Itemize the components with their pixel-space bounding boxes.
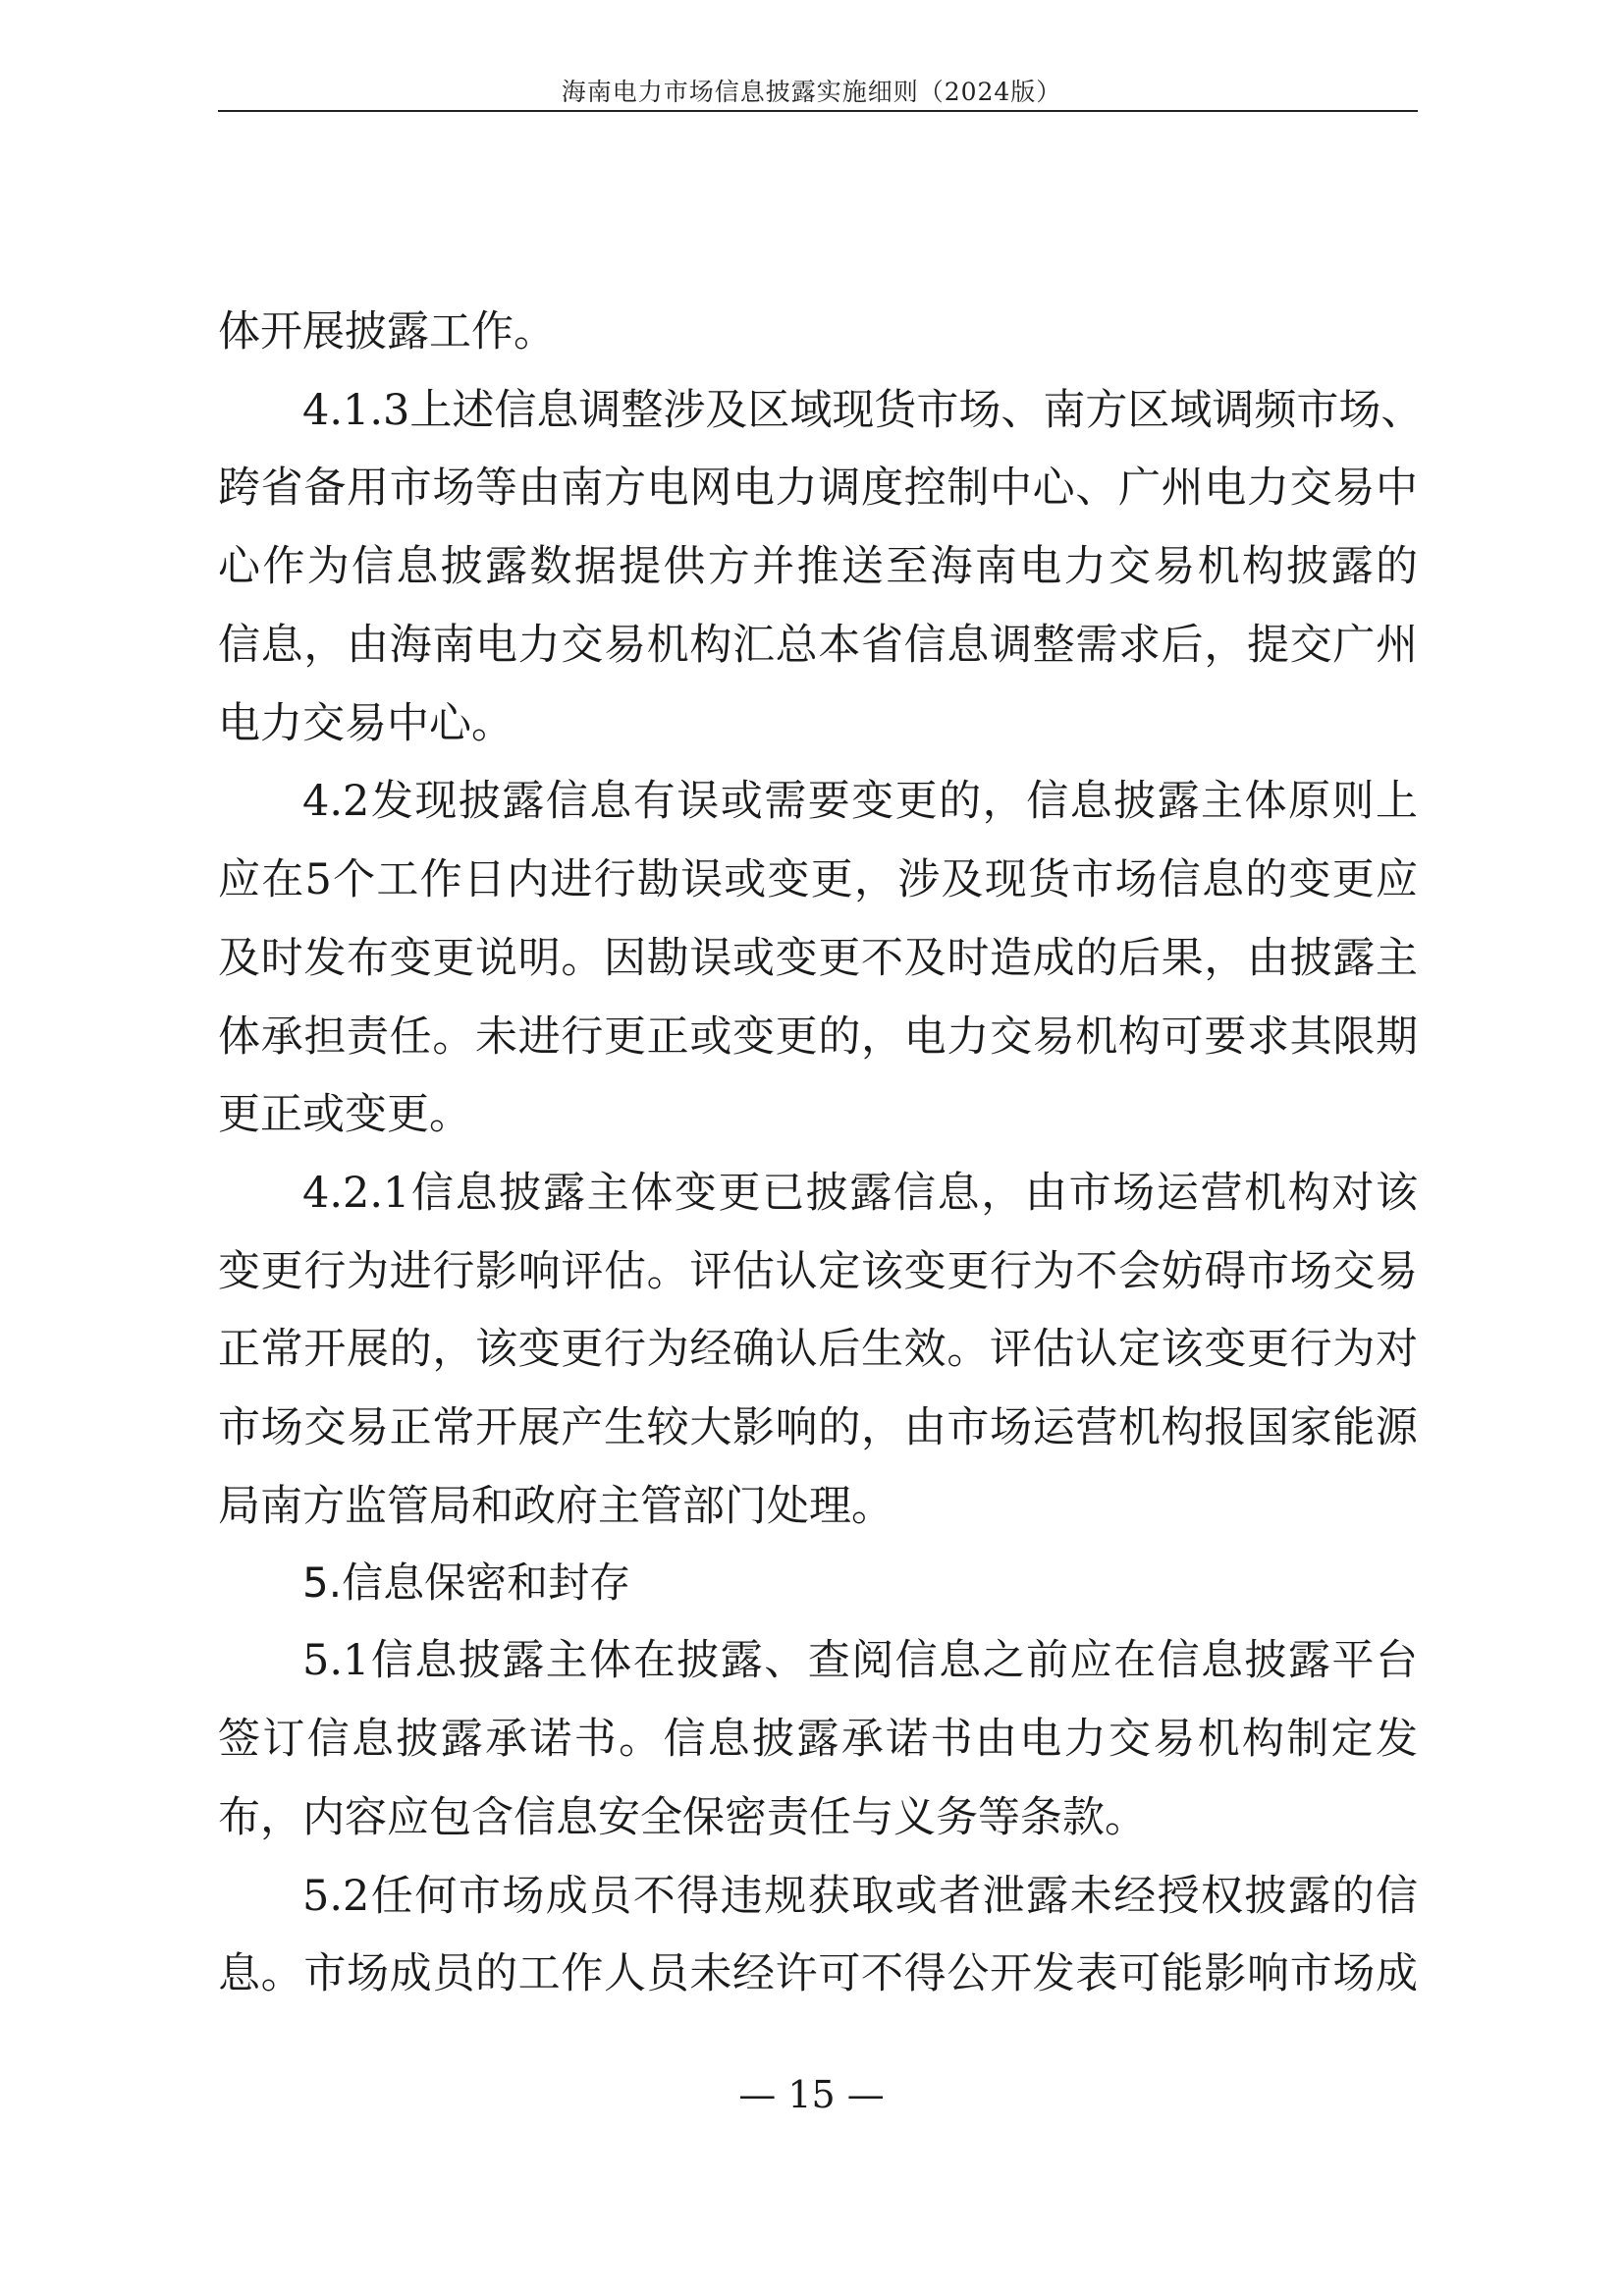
paragraph-line: 签订信息披露承诺书。信息披露承诺书由电力交易机构制定发 (218, 1715, 1418, 1764)
paragraph-line: 5.2任何市场成员不得违规获取或者泄露未经授权披露的信 (302, 1872, 1418, 1921)
header-rule (218, 110, 1418, 112)
paragraph-line: 心作为信息披露数据提供方并推送至海南电力交易机构披露的 (218, 542, 1418, 591)
paragraph-line: 4.2.1信息披露主体变更已披露信息，由市场运营机构对该 (302, 1169, 1418, 1218)
paragraph-line: 4.2发现披露信息有误或需要变更的，信息披露主体原则上 (302, 777, 1418, 826)
paragraph-line: 变更行为进行影响评估。评估认定该变更行为不会妨碍市场交易 (218, 1247, 1418, 1296)
paragraph-line: 信息，由海南电力交易机构汇总本省信息调整需求后，提交广州 (218, 621, 1418, 670)
paragraph-line: 应在5个工作日内进行勘误或变更，涉及现货市场信息的变更应 (218, 855, 1418, 904)
paragraph-line: 布，内容应包含信息安全保密责任与义务等条款。 (218, 1793, 1147, 1842)
paragraph-line: 跨省备用市场等由南方电网电力调度控制中心、广州电力交易中 (218, 464, 1418, 513)
running-header: 海南电力市场信息披露实施细则（2024版） (561, 78, 1062, 106)
paragraph-line: 5.1信息披露主体在披露、查阅信息之前应在信息披露平台 (302, 1636, 1418, 1685)
paragraph-line: 局南方监管局和政府主管部门处理。 (218, 1482, 893, 1531)
paragraph-line: 及时发布变更说明。因勘误或变更不及时造成的后果，由披露主 (218, 934, 1418, 983)
paragraph-line: 体开展披露工作。 (218, 307, 556, 356)
paragraph-line: 息。市场成员的工作人员未经许可不得公开发表可能影响市场成 (218, 1949, 1418, 1998)
paragraph-line: 更正或变更。 (218, 1090, 471, 1139)
page-number: — 15 — (738, 2073, 885, 2116)
section-heading: 5.信息保密和封存 (302, 1558, 631, 1607)
paragraph-line: 电力交易中心。 (218, 699, 514, 748)
paragraph-line: 体承担责任。未进行更正或变更的，电力交易机构可要求其限期 (218, 1012, 1418, 1062)
paragraph-line: 4.1.3上述信息调整涉及区域现货市场、南方区域调频市场、 (302, 386, 1424, 435)
paragraph-line: 正常开展的，该变更行为经确认后生效。评估认定该变更行为对 (218, 1325, 1418, 1374)
paragraph-line: 市场交易正常开展产生较大影响的，由市场运营机构报国家能源 (218, 1403, 1418, 1452)
